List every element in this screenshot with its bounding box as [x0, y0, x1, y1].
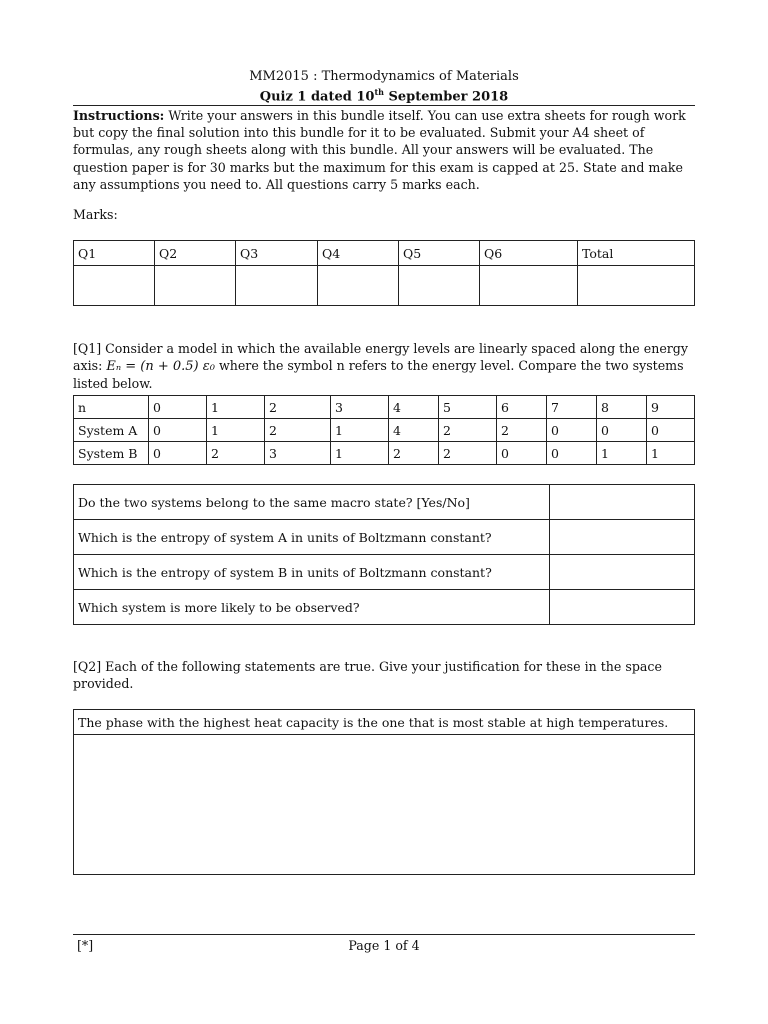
marks-cell-total[interactable]	[578, 266, 695, 306]
q2-prompt: [Q2] Each of the following statements are true. Give your justification for these in the space provided.	[73, 659, 662, 691]
q1-row-label: n	[74, 396, 149, 419]
quiz-title-prefix: Quiz 1 dated 10	[259, 89, 375, 105]
q1-table-cell: 0	[547, 442, 597, 465]
marks-header-q4: Q4	[318, 241, 399, 266]
q1-row-levels	[74, 396, 695, 419]
q1-table-cell: 1	[207, 396, 265, 419]
footer-rule	[73, 934, 695, 935]
q1-table-cell: 7	[547, 396, 597, 419]
q1-table-cell: 2	[207, 442, 265, 465]
q1-table-cell: 0	[547, 419, 597, 442]
q1-table-cell: 2	[439, 419, 497, 442]
q2-answer-row	[74, 735, 695, 875]
marks-header-total: Total	[578, 241, 695, 266]
marks-header-q2: Q2	[155, 241, 236, 266]
q1-table-cell: 0	[647, 419, 695, 442]
q1-table-cell: 1	[331, 419, 389, 442]
q1-row-label: System B	[74, 442, 149, 465]
page-number: Page 1 of 4	[348, 938, 420, 953]
marks-cell-q3[interactable]	[236, 266, 318, 306]
marks-cell-q4[interactable]	[318, 266, 399, 306]
q1-table-cell: 9	[647, 396, 695, 419]
q1-question-likely: Which system is more likely to be observed?	[74, 590, 550, 625]
q1-table-cell: 0	[497, 442, 547, 465]
q1-table-cell: 1	[331, 442, 389, 465]
q1-table-cell: 4	[389, 396, 439, 419]
q1-table-cell: 1	[207, 419, 265, 442]
q2-statement: The phase with the highest heat capacity is the one that is most stable at high temperatures.	[74, 710, 695, 735]
q1-question-row	[74, 590, 695, 625]
q1-question-row	[74, 555, 695, 590]
q1-question-entropy-a: Which is the entropy of system A in units of Boltzmann constant?	[74, 520, 550, 555]
q1-table-cell: 0	[149, 396, 207, 419]
marks-cell-q6[interactable]	[480, 266, 578, 306]
q2-answer-space[interactable]	[74, 735, 695, 875]
q1-table-cell: 6	[497, 396, 547, 419]
q1-table-cell: 0	[149, 419, 207, 442]
q1-table-cell: 0	[597, 419, 647, 442]
q1-questions-table	[73, 484, 695, 625]
q2-statement-row	[74, 710, 695, 735]
q1-answer-likely[interactable]	[550, 590, 695, 625]
q1-question-macrostate: Do the two systems belong to the same macro state? [Yes/No]	[74, 485, 550, 520]
q1-row-system-a	[74, 419, 695, 442]
q1-answer-macrostate[interactable]	[550, 485, 695, 520]
q1-row-system-b	[74, 442, 695, 465]
marks-cell-q5[interactable]	[399, 266, 480, 306]
course-title: MM2015 : Thermodynamics of Materials	[249, 69, 519, 84]
q1-table-cell: 1	[597, 442, 647, 465]
marks-entry-row	[74, 266, 695, 306]
marks-cell-q2[interactable]	[155, 266, 236, 306]
marks-header-q6: Q6	[480, 241, 578, 266]
marks-header-q5: Q5	[399, 241, 480, 266]
q1-answer-entropy-b[interactable]	[550, 555, 695, 590]
q1-question-entropy-b: Which is the entropy of system B in units of Boltzmann constant?	[74, 555, 550, 590]
marks-header-q3: Q3	[236, 241, 318, 266]
q1-table-cell: 4	[389, 419, 439, 442]
q1-row-label: System A	[74, 419, 149, 442]
q1-table-cell: 5	[439, 396, 497, 419]
instructions	[73, 107, 697, 193]
q1-table-cell: 8	[597, 396, 647, 419]
q1-text-before: [Q1] Consider a model in which the available energy levels are linearly spaced along the energy axis:	[73, 341, 688, 373]
q2-justification-table	[73, 709, 695, 875]
footer-marker: [*]	[77, 938, 94, 953]
marks-header-q1: Q1	[74, 241, 155, 266]
q1-table-cell: 2	[265, 419, 331, 442]
marks-header-row	[74, 241, 695, 266]
q1-text-after: where the symbol n refers to the energy level. Compare the two systems listed below.	[73, 358, 684, 391]
q1-table-cell: 2	[265, 396, 331, 419]
q1-question-row	[74, 520, 695, 555]
header-rule	[73, 105, 695, 106]
q1-table-cell: 3	[331, 396, 389, 419]
instructions-text: Write your answers in this bundle itself. You can use extra sheets for rough work but copy the final solution into this bundle for it to be evaluated. Submit your A4 sheet of formulas, any rough sheets along with this bundle. All your answers will be evaluated. The question paper is for 30 marks but the maximum for this exam is capped at 25. State and make any assumptions you need to. All questions carry 5 marks each.	[73, 108, 686, 192]
quiz-title-superscript: th	[374, 87, 384, 97]
q1-table-cell: 3	[265, 442, 331, 465]
instructions-label: Instructions:	[73, 108, 165, 123]
marks-table	[73, 240, 695, 306]
quiz-title	[0, 87, 768, 104]
q1-table-cell: 1	[647, 442, 695, 465]
q1-prompt	[73, 340, 697, 392]
q1-formula: Eₙ = (n + 0.5) ε₀	[106, 359, 215, 374]
q1-table-cell: 0	[149, 442, 207, 465]
q1-table-cell: 2	[439, 442, 497, 465]
marks-cell-q1[interactable]	[74, 266, 155, 306]
q1-question-row	[74, 485, 695, 520]
q1-table-cell: 2	[389, 442, 439, 465]
q1-answer-entropy-a[interactable]	[550, 520, 695, 555]
q1-table-cell: 2	[497, 419, 547, 442]
marks-label: Marks:	[73, 207, 118, 222]
quiz-title-suffix: September 2018	[383, 89, 509, 105]
q1-occupancy-table	[73, 395, 695, 465]
